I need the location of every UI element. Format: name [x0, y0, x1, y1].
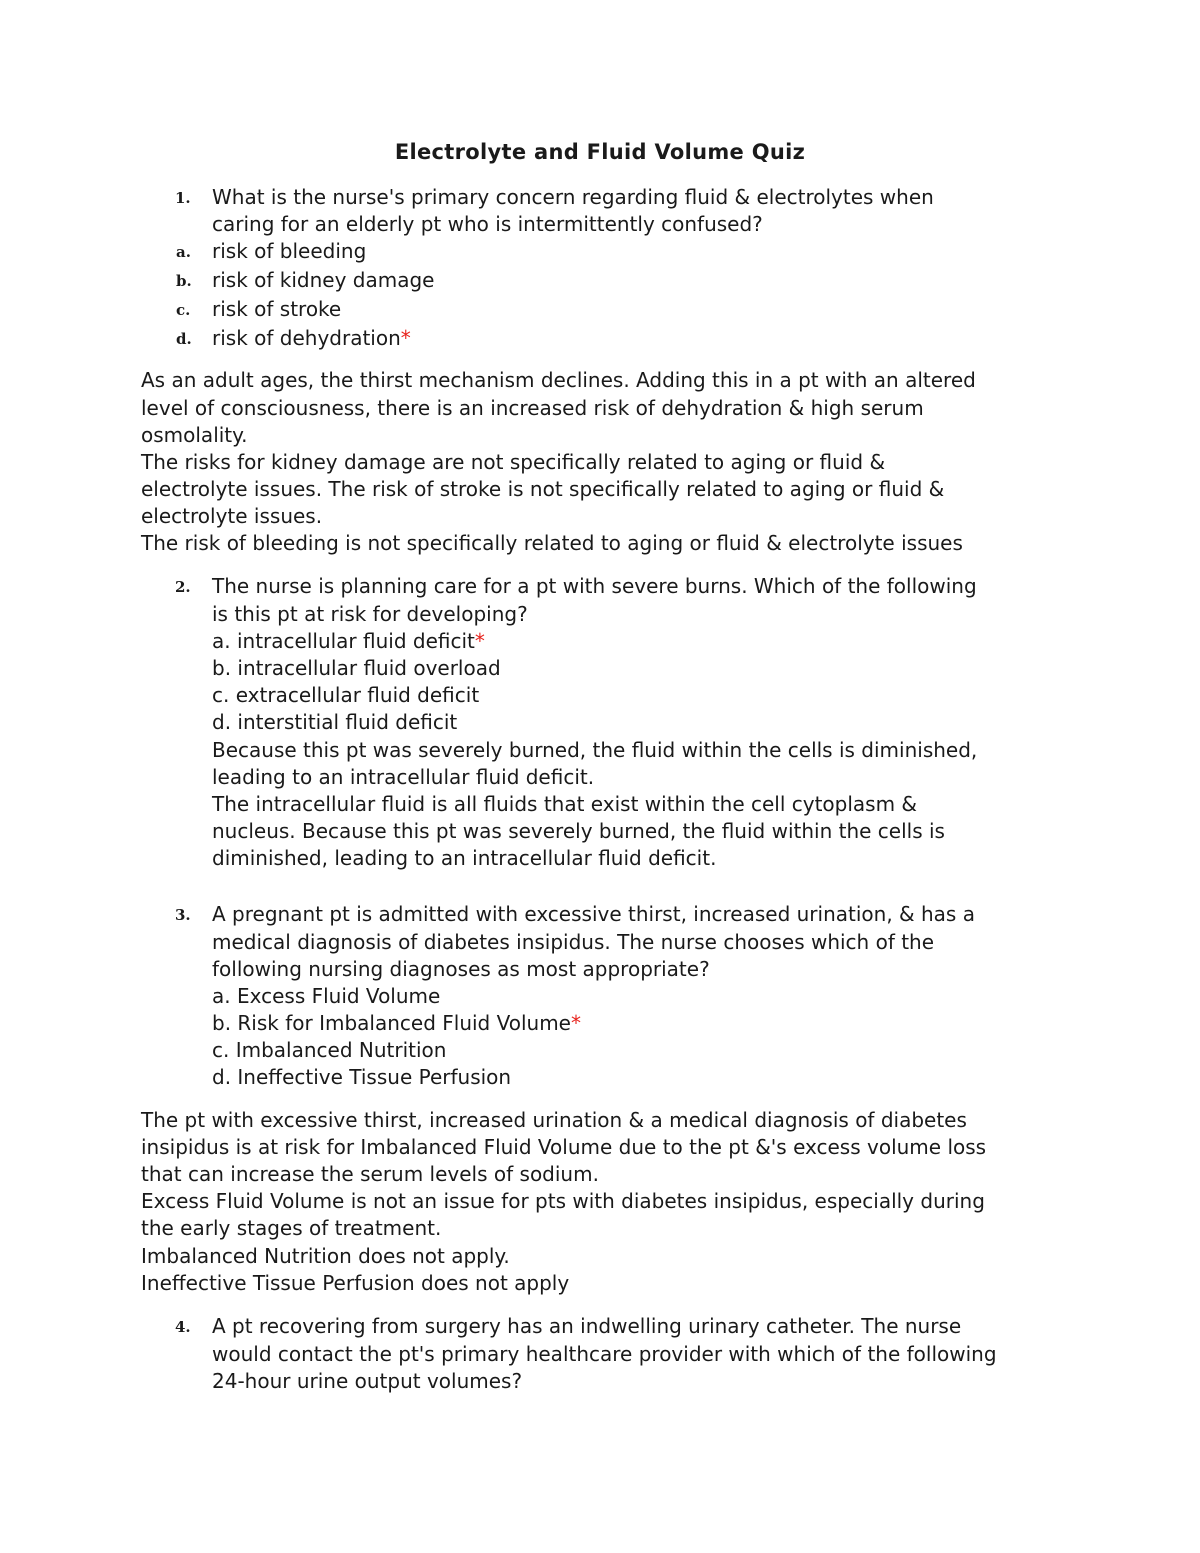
option-label: d. — [176, 330, 192, 348]
explanation-line: The intracellular fluid is all fluids that exist within the cell cytoplasm & — [212, 792, 918, 816]
explanation-line: Excess Fluid Volume is not an issue for pts with diabetes insipidus, especially during — [141, 1189, 985, 1213]
explanation-line: diminished, leading to an intracellular fluid deficit. — [212, 846, 717, 870]
question-text: A pregnant pt is admitted with excessive thirst, increased urination, & has a — [212, 902, 975, 926]
explanation-line: Because this pt was severely burned, the fluid within the cells is diminished, — [212, 738, 978, 762]
explanation-line: The risk of bleeding is not specifically related to aging or fluid & electrolyte issues — [141, 531, 963, 555]
correct-option — [212, 1010, 581, 1037]
explanation-line: that can increase the serum levels of sodium. — [141, 1162, 599, 1186]
question-number: 3. — [175, 906, 191, 924]
question-text: following nursing diagnoses as most appropriate? — [212, 957, 710, 981]
question-text: would contact the pt's primary healthcare provider with which of the following — [212, 1342, 997, 1366]
explanation-line: Imbalanced Nutrition does not apply. — [141, 1244, 510, 1268]
explanation-line: Ineffective Tissue Perfusion does not apply — [141, 1271, 570, 1295]
option-text: c. extracellular fluid deficit — [212, 683, 480, 707]
question-text: is this pt at risk for developing? — [212, 602, 528, 626]
explanation-line: leading to an intracellular fluid deficit. — [212, 765, 595, 789]
option-text: risk of bleeding — [212, 239, 367, 263]
option-text: a. intracellular fluid deficit — [212, 629, 475, 653]
option-text: risk of stroke — [212, 297, 342, 321]
option-label: a. — [176, 243, 191, 261]
correct-option — [212, 325, 411, 352]
question-text: The nurse is planning care for a pt with severe burns. Which of the following — [212, 574, 977, 598]
explanation-line: As an adult ages, the thirst mechanism declines. Adding this in a pt with an altered — [141, 368, 976, 392]
option-text: d. interstitial fluid deficit — [212, 710, 458, 734]
question-text: A pt recovering from surgery has an indwelling urinary catheter. The nurse — [212, 1314, 962, 1338]
explanation-line: the early stages of treatment. — [141, 1216, 442, 1240]
option-text: risk of kidney damage — [212, 268, 435, 292]
option-text: c. Imbalanced Nutrition — [212, 1038, 447, 1062]
explanation-line: nucleus. Because this pt was severely burned, the fluid within the cells is — [212, 819, 945, 843]
explanation-line: electrolyte issues. — [141, 504, 323, 528]
question-text: 24-hour urine output volumes? — [212, 1369, 523, 1393]
explanation-line: The pt with excessive thirst, increased urination & a medical diagnosis of diabetes — [141, 1108, 967, 1132]
question-number: 4. — [175, 1318, 191, 1336]
explanation-line: level of consciousness, there is an increased risk of dehydration & high serum — [141, 396, 924, 420]
explanation-line: electrolyte issues. The risk of stroke is not specifically related to aging or fluid & — [141, 477, 945, 501]
explanation-line: osmolality. — [141, 423, 248, 447]
option-label: b. — [176, 272, 192, 290]
correct-answer-marker: * — [570, 1011, 581, 1035]
option-label: c. — [176, 301, 191, 319]
page-title: Electrolyte and Fluid Volume Quiz — [394, 140, 806, 164]
question-number: 1. — [175, 189, 191, 207]
option-text: b. Risk for Imbalanced Fluid Volume — [212, 1011, 571, 1035]
option-text: d. Ineffective Tissue Perfusion — [212, 1065, 512, 1089]
correct-option — [212, 628, 485, 655]
question-text: caring for an elderly pt who is intermittently confused? — [212, 212, 763, 236]
option-text: a. Excess Fluid Volume — [212, 984, 441, 1008]
question-number: 2. — [175, 578, 191, 596]
question-text: medical diagnosis of diabetes insipidus. The nurse chooses which of the — [212, 930, 935, 954]
explanation-line: insipidus is at risk for Imbalanced Fluid Volume due to the pt &'s excess volume loss — [141, 1135, 987, 1159]
correct-answer-marker: * — [474, 629, 485, 653]
option-text: b. intracellular fluid overload — [212, 656, 501, 680]
explanation-line: The risks for kidney damage are not specifically related to aging or fluid & — [141, 450, 886, 474]
correct-answer-marker: * — [400, 326, 411, 350]
option-text: risk of dehydration — [212, 326, 401, 350]
question-text: What is the nurse's primary concern regarding fluid & electrolytes when — [212, 185, 934, 209]
